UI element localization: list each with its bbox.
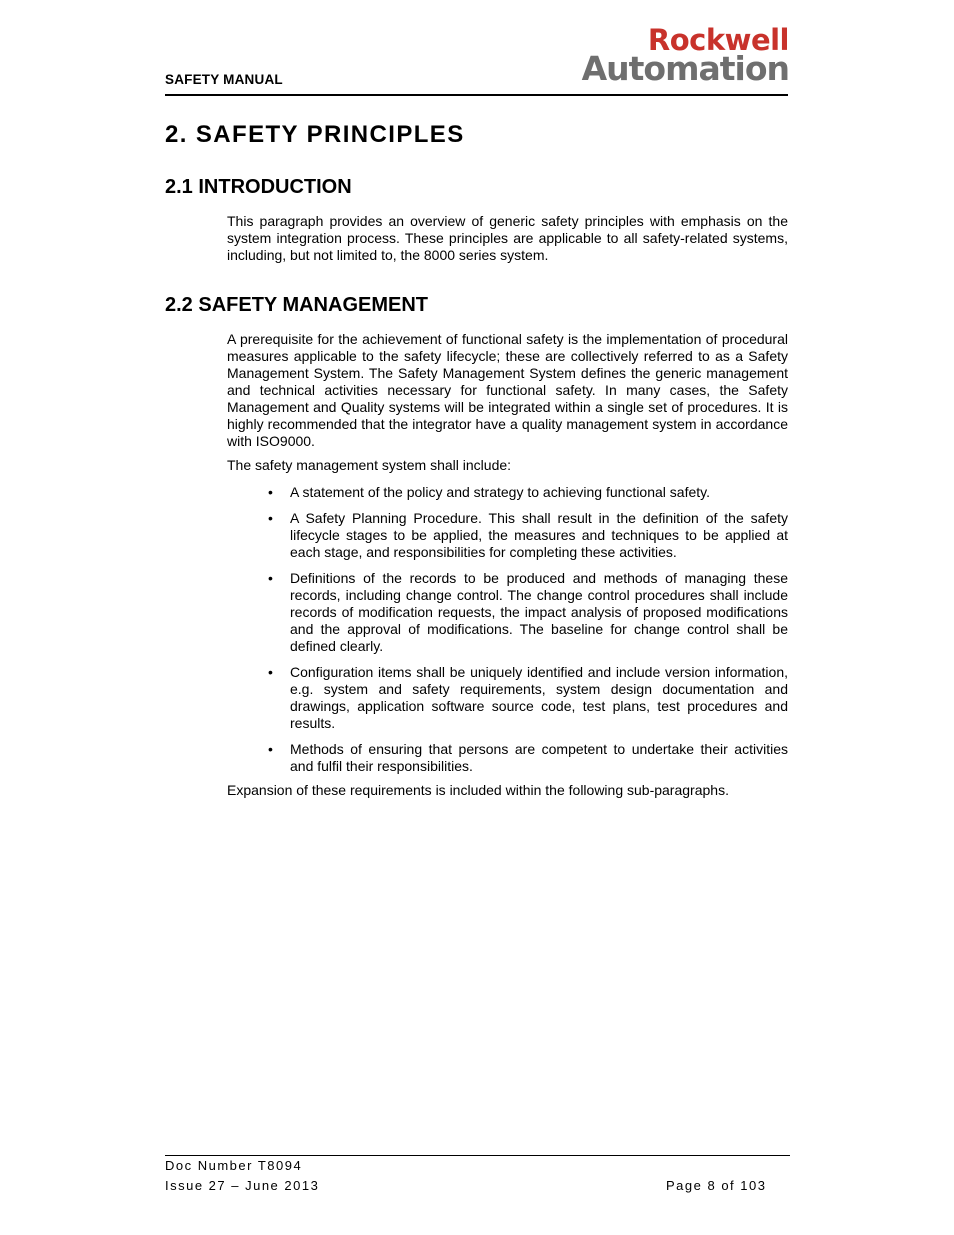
logo-line1: Rockwell	[647, 23, 789, 57]
header-divider	[165, 94, 788, 96]
closing-paragraph: Expansion of these requirements is included within the following sub-paragraphs.	[227, 782, 729, 798]
introduction-paragraph: This paragraph provides an overview of generic safety principles with emphasis on the system integration process. These principles are applicable to all safety-related systems, including, but not limited to, the 8000 series system.	[227, 213, 788, 263]
list-item	[227, 741, 788, 775]
footer-divider	[165, 1155, 790, 1156]
list-item-text: A Safety Planning Procedure. This shall result in the definition of the safety lifecycle stages to be applied, the measures and techniques to be applied at each stage, and responsibilities for completing these activities.	[290, 510, 788, 560]
issue-date: Issue 27 – June 2013	[165, 1178, 320, 1193]
list-item	[227, 664, 788, 732]
list-item-text: Configuration items shall be uniquely identified and include version information, e.g. system and safety requirements, system design documentation and drawings, application software source code, test plans, test procedures and results.	[290, 664, 788, 731]
section-heading-introduction: 2.1 INTRODUCTION	[165, 176, 352, 198]
list-item-text: A statement of the policy and strategy to achieving functional safety.	[290, 484, 710, 500]
safety-management-paragraph: A prerequisite for the achievement of functional safety is the implementation of procedural measures applicable to the safety lifecycle; these are collectively referred to as a Safety Management System. The Safety Management System defines the generic management and technical activities necessary for functional safety. In many cases, the Safety Management and Quality systems will be integrated within a single set of procedures. It is highly recommended that the integrator have a quality management system in accordance with ISO9000.	[227, 331, 788, 449]
bullet-icon: •	[268, 664, 273, 680]
list-item-text: Definitions of the records to be produced and methods of managing these records, including change control. The change control procedures shall include records of modification requests, the impact analysis of proposed modifications and the approval of modifications. The baseline for change control shall be defined clearly.	[290, 570, 788, 654]
list-item	[227, 570, 788, 655]
bullet-icon: •	[268, 510, 273, 526]
section-heading-safety-management: 2.2 SAFETY MANAGEMENT	[165, 294, 428, 316]
doc-number: Doc Number T8094	[165, 1158, 303, 1173]
page-title: 2. SAFETY PRINCIPLES	[165, 121, 465, 148]
header-label: SAFETY MANUAL	[165, 72, 283, 87]
list-item	[227, 484, 788, 501]
bullet-icon: •	[268, 741, 273, 757]
requirements-list	[227, 484, 788, 784]
list-item	[227, 510, 788, 561]
list-item-text: Methods of ensuring that persons are competent to undertake their activities and fulfil their responsibilities.	[290, 741, 788, 774]
company-logo	[553, 25, 789, 87]
page-number: Page 8 of 103	[666, 1178, 767, 1193]
bullet-icon: •	[268, 570, 273, 586]
logo-line2: Automation	[581, 49, 789, 88]
bullet-icon: •	[268, 484, 273, 500]
bullets-intro: The safety management system shall include:	[227, 457, 512, 473]
